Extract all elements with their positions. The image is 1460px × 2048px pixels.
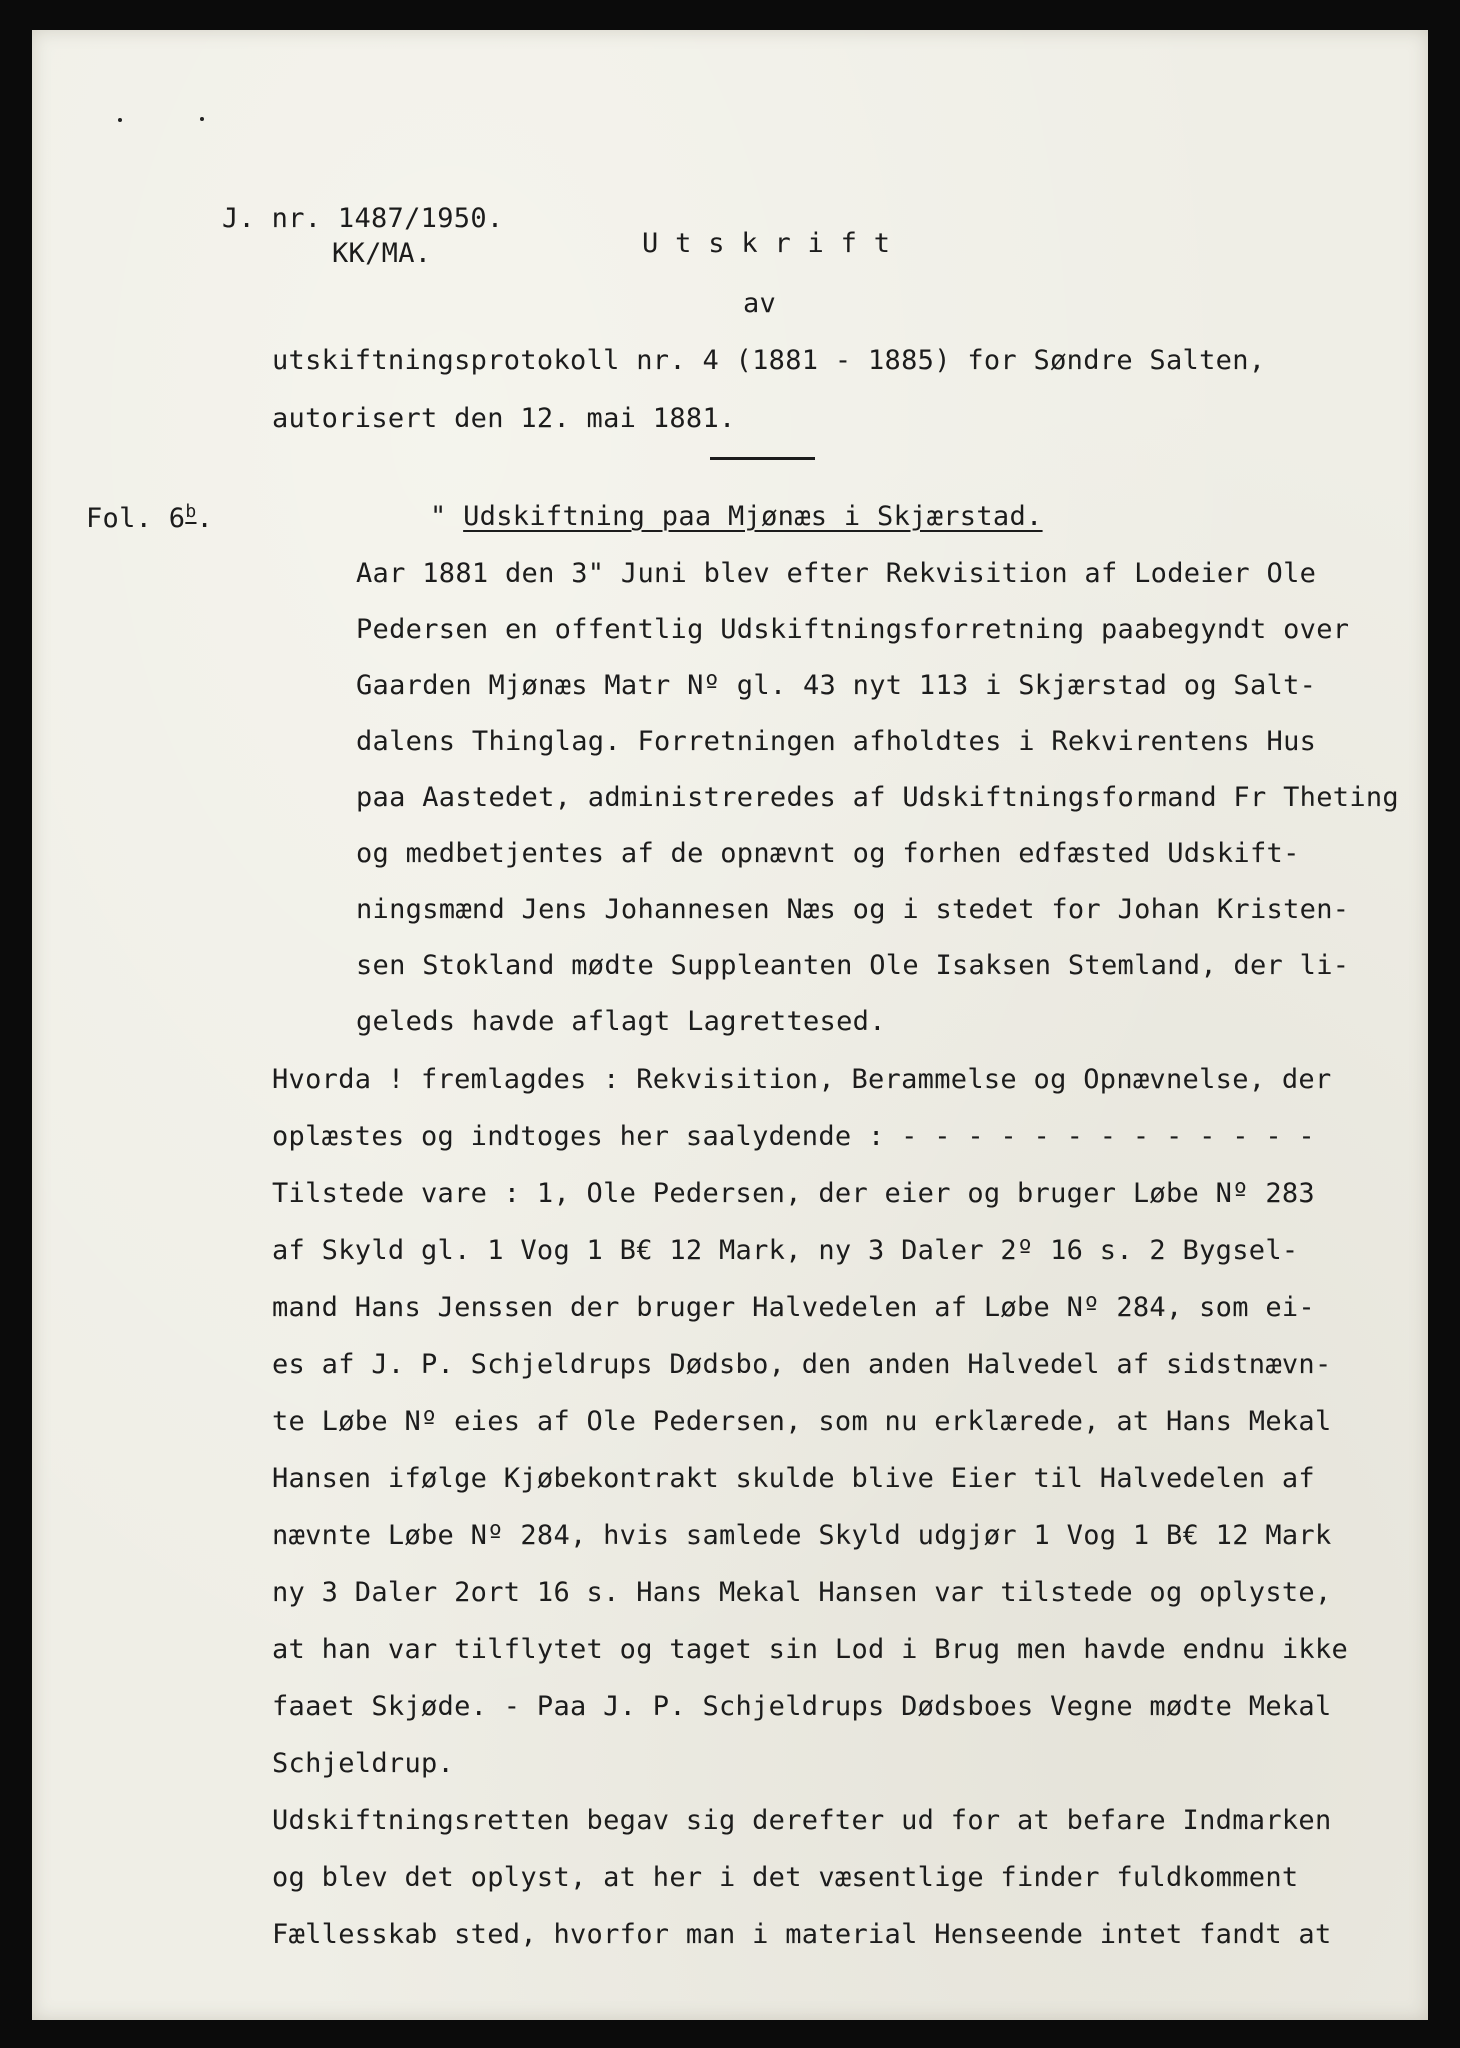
speck-mark (118, 118, 122, 122)
body-line: Hvorda ! fremlagdes : Rekvisition, Berammelse og Opnævnelse, der (272, 1064, 1332, 1095)
title-connector: av (743, 288, 777, 319)
body-line: te Løbe Nº eies af Ole Pedersen, som nu erklærede, at Hans Mekal (272, 1406, 1332, 1437)
body-line: ny 3 Daler 2ort 16 s. Hans Mekal Hansen var tilstede og oplyste, (272, 1577, 1332, 1608)
initials: KK/MA. (332, 238, 432, 269)
speck-mark (200, 117, 204, 121)
body-line: paa Aastedet, administreredes af Udskiftningsformand Fr Theting (356, 782, 1399, 813)
folio-superscript: b (185, 501, 197, 522)
body-line: faaet Skjøde. - Paa J. P. Schjeldrups Dødsboes Vegne mødte Mekal (272, 1691, 1332, 1722)
folio-label: Fol. 6 (86, 503, 186, 534)
body-line: og blev det oplyst, at her i det væsentlige finder fuldkomment (272, 1862, 1299, 1893)
section-heading (430, 503, 1043, 530)
body-line: Tilstede vare : 1, Ole Pedersen, der eier og bruger Løbe Nº 283 (272, 1178, 1315, 1209)
body-line: Gaarden Mjønæs Matr Nº gl. 43 nyt 113 i Skjærstad og Salt- (356, 670, 1317, 701)
protocol-line-1: utskiftningsprotokoll nr. 4 (1881 - 1885) for Søndre Salten, (272, 345, 1266, 376)
document-title: U t s k r i f t (642, 228, 891, 259)
heading-text: Udskiftning paa Mjønæs i Skjærstad. (463, 501, 1043, 532)
body-line: Schjeldrup. (272, 1748, 455, 1779)
body-line: sen Stokland mødte Suppleanten Ole Isaksen Stemland, der li- (356, 950, 1350, 981)
heading-quote-mark: " (430, 501, 447, 532)
body-line: oplæstes og indtoges her saalydende : - - - - - - - - - - - - - (272, 1121, 1315, 1152)
folio-suffix: . (196, 503, 214, 534)
body-line: dalens Thinglag. Forretningen afholdtes i Rekvirentens Hus (356, 726, 1317, 757)
body-line: es af J. P. Schjeldrups Dødsbo, den anden Halvedel af sidstnævn- (272, 1349, 1332, 1380)
body-line: Hansen ifølge Kjøbekontrakt skulde blive Eier til Halvedelen af (272, 1463, 1315, 1494)
folio-reference (86, 503, 213, 532)
separator-rule (710, 457, 815, 460)
body-line: Aar 1881 den 3" Juni blev efter Rekvisition af Lodeier Ole (356, 558, 1317, 589)
journal-number: J. nr. 1487/1950. (222, 203, 504, 234)
body-line: at han var tilflytet og taget sin Lod i Brug men havde endnu ikke (272, 1634, 1349, 1665)
body-line: af Skyld gl. 1 Vog 1 B€ 12 Mark, ny 3 Daler 2º 16 s. 2 Bygsel- (272, 1235, 1299, 1266)
body-line: Pedersen en offentlig Udskiftningsforretning paabegyndt over (356, 614, 1350, 645)
body-line: nævnte Løbe Nº 284, hvis samlede Skyld udgjør 1 Vog 1 B€ 12 Mark (272, 1520, 1332, 1551)
protocol-line-2: autorisert den 12. mai 1881. (272, 403, 736, 434)
body-line: geleds havde aflagt Lagrettesed. (356, 1006, 886, 1037)
body-line: Udskiftningsretten begav sig derefter ud for at befare Indmarken (272, 1805, 1332, 1836)
body-line: mand Hans Jenssen der bruger Halvedelen af Løbe Nº 284, som ei- (272, 1292, 1315, 1323)
body-line: ningsmænd Jens Johannesen Næs og i stedet for Johan Kristen- (356, 894, 1350, 925)
body-line: Fællesskab sted, hvorfor man i material Henseende intet fandt at (272, 1919, 1332, 1950)
body-line: og medbetjentes af de opnævnt og forhen edfæsted Udskift- (356, 838, 1300, 869)
